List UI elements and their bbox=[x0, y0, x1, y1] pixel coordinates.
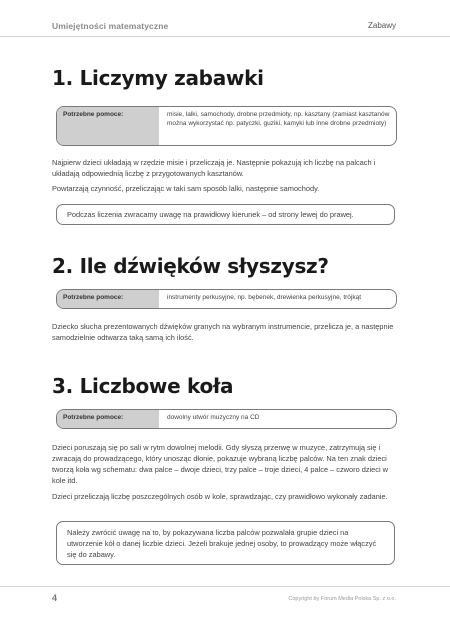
section-3-paragraph-2: Dzieci przeliczają liczbę poszczególnych osób w kole, sprawdzając, czy prawidłowo wykonały zadanie. bbox=[52, 492, 388, 501]
section-2-title: 2. Ile dźwięków słyszysz? bbox=[52, 254, 329, 278]
section-2-aids-text: instrumenty perkusyjne, np. bębenek, drewienka perkusyjne, trójkąt bbox=[167, 294, 362, 301]
section-3-note-box: Należy zwrócić uwagę na to, by pokazywana liczba palców pozwalała grupie dzieci na utworzenie kół o danej liczbie dzieci. Jeżeli brakuje jednej osoby, to prowadzący może włączyć się do zabawy. bbox=[56, 521, 395, 565]
header-divider bbox=[0, 36, 450, 37]
section-2-aids-label: Potrzebne pomoce: bbox=[57, 290, 159, 308]
section-3-aids-text: dowolny utwór muzyczny na CD bbox=[167, 414, 260, 421]
section-3-aids-box bbox=[56, 409, 397, 429]
section-1-paragraph-2: Powtarzają czynność, przeliczając w taki sam sposób lalki, następnie samochody. bbox=[52, 184, 320, 193]
section-3-title: 3. Liczbowe koła bbox=[52, 374, 234, 398]
section-3-paragraph-1: Dzieci poruszają się po sali w rytm dowolnej melodii. Gdy słyszą przerwę w muzyce, zatrzymują się i zwracają do prowadzącego, który unosząc dłonie, pokazuje wybraną liczbę palców. Na ten znak dzieci tworzą koła wg schematu: dwa palce – dwoje dzieci, trzy palce – troje dzieci, 4 palce – czworo dzieci w kole itd. bbox=[52, 443, 389, 485]
section-1-aids-box bbox=[56, 106, 397, 146]
header-subject: Umiejętności matematyczne bbox=[52, 21, 169, 31]
section-1-title: 1. Liczymy zabawki bbox=[52, 66, 264, 90]
section-1-aids-label: Potrzebne pomoce: bbox=[57, 107, 159, 145]
footer-divider bbox=[0, 586, 450, 587]
section-2-aids-box bbox=[56, 289, 397, 309]
section-3-aids-label: Potrzebne pomoce: bbox=[57, 410, 159, 428]
section-2-paragraph-1: Dziecko słucha prezentowanych dźwięków granych na wybranym instrumencie, przelicza je, a następnie samodzielnie odtwarza taką samą ich ilość. bbox=[52, 322, 394, 342]
footer-copyright: Copyright by Forum Media Polska Sp. z o.o. bbox=[288, 596, 396, 602]
header-category: Zabawy bbox=[367, 21, 396, 30]
page-number: 4 bbox=[52, 593, 58, 603]
section-1-aids-text: misie, lalki, samochody, drobne przedmioty, np. kasztany (zamiast kasztanów można wykorzystać np. patyczki, guziki, kamyki lub inne drobne przedmioty) bbox=[167, 111, 390, 127]
section-1-note-box: Podczas liczenia zwracamy uwagę na prawidłowy kierunek – od strony lewej do prawej. bbox=[56, 204, 395, 225]
section-1-paragraph-1: Najpierw dzieci układają w rzędzie misie i przeliczają je. Następnie pokazują ich liczbę na palcach i układają odpowiednią liczbę z przygotowanych kasztanów. bbox=[52, 158, 376, 178]
